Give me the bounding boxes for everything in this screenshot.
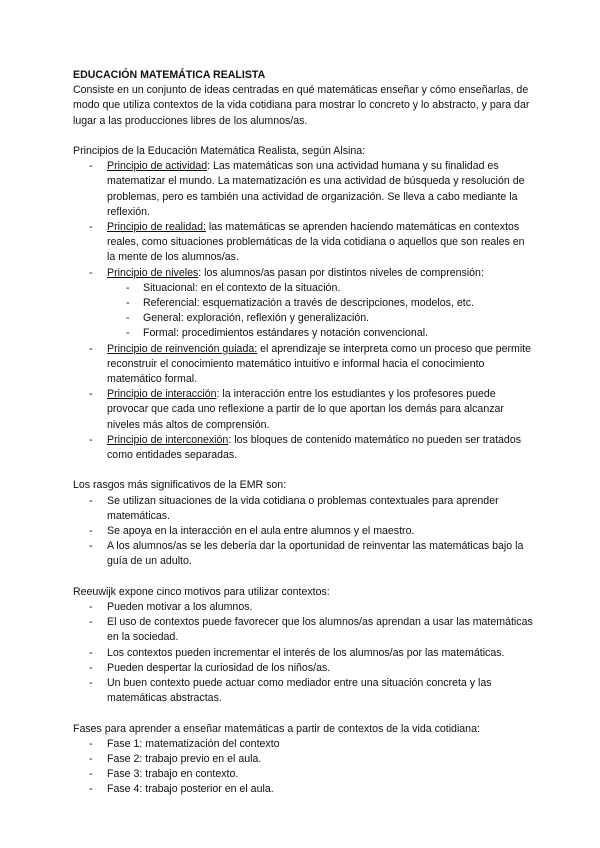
bullet-dash: -	[89, 540, 93, 553]
bullet-dash: -	[126, 312, 130, 325]
principle-name: Principio de realidad:	[107, 221, 206, 234]
principle-text: la interacción entre los estudiantes y los profesores puede provocar que cada uno reflexione a partir de lo que aportan los demás para alcanzar niveles más altos de comprensión.	[107, 388, 504, 431]
level-item	[107, 326, 533, 341]
principle-separator: :	[198, 266, 202, 279]
list-item	[73, 767, 533, 782]
phase-text: Fase 1: matematización del contexto	[107, 737, 280, 750]
list-item	[73, 646, 533, 661]
principle-name: Principio de interconexión	[107, 433, 229, 446]
traits-list	[73, 494, 533, 570]
phase-text: Fase 4: trabajo posterior en el aula.	[107, 783, 274, 796]
bullet-dash: -	[89, 221, 93, 234]
bullet-dash: -	[89, 160, 93, 173]
bullet-dash: -	[89, 753, 93, 766]
list-item	[73, 737, 533, 752]
list-item	[73, 524, 533, 539]
level-text: General: exploración, reflexión y generalización.	[143, 312, 370, 325]
bullet-dash: -	[89, 737, 93, 750]
bullet-dash: -	[89, 616, 93, 629]
list-item-principle-activity	[73, 159, 533, 220]
reason-text: Un buen contexto puede actuar como mediador entre una situación concreta y las matemáticas abstractas.	[107, 677, 492, 705]
principle-text: los alumnos/as pasan por distintos niveles de comprensión:	[201, 266, 484, 279]
list-item-principle-interconnection	[73, 433, 533, 463]
list-item	[73, 539, 533, 569]
bullet-dash: -	[89, 646, 93, 659]
principles-heading: Principios de la Educación Matemática Realista, según Alsina:	[73, 145, 366, 157]
principle-text: el aprendizaje se interpreta como un proceso que permite reconstruir el conocimiento matemático intuitivo e informal hacia el conocimiento matemático formal.	[107, 342, 532, 386]
principle-text: Las matemáticas son una actividad humana y su finalidad es matematizar el mundo. La matematización es una actividad de búsqueda y resolución de problemas, pero es también una actividad de organización. Se lleva a cabo mediante la reflexión.	[107, 160, 525, 218]
trait-text: Se utilizan situaciones de la vida cotidiana o problemas contextuales para aprender matemáticas.	[107, 494, 499, 522]
bullet-dash: -	[89, 525, 93, 538]
principle-separator: :	[207, 160, 211, 173]
reasons-heading: Reeuwijk expone cinco motivos para utilizar contextos:	[73, 585, 330, 598]
phase-text: Fase 3: trabajo en contexto.	[107, 768, 239, 781]
bullet-dash: -	[89, 768, 93, 781]
level-text: Referencial: esquematización a través de descripciones, modelos, etc.	[143, 297, 474, 310]
list-item	[73, 600, 533, 615]
phases-list	[73, 737, 533, 798]
phases-heading: Fases para aprender a enseñar matemáticas a partir de contextos de la vida cotidiana:	[73, 722, 480, 735]
principle-name: Principio de reinvención guiada:	[107, 342, 258, 355]
reason-text: Los contextos pueden incrementar el interés de los alumnos/as por las matemáticas.	[107, 646, 505, 659]
list-item	[73, 752, 533, 767]
bullet-dash: -	[89, 661, 93, 674]
document-title: EDUCACIÓN MATEMÁTICA REALISTA	[73, 69, 266, 81]
principle-name: Principio de niveles	[107, 266, 199, 279]
bullet-dash: -	[89, 388, 93, 401]
spacer	[73, 463, 533, 478]
bullet-dash: -	[89, 266, 93, 279]
level-item	[107, 296, 533, 311]
spacer	[73, 570, 533, 585]
list-item	[73, 676, 533, 706]
principle-separator: :	[228, 433, 232, 446]
list-item	[73, 661, 533, 676]
list-item-principle-reality	[73, 220, 533, 266]
list-item	[73, 782, 533, 797]
bullet-dash: -	[89, 677, 93, 690]
spacer	[73, 706, 533, 721]
principles-list	[73, 159, 533, 463]
bullet-dash: -	[89, 433, 93, 446]
reason-text: Pueden motivar a los alumnos.	[107, 601, 253, 614]
trait-text: A los alumnos/as se les debería dar la oportunidad de reinventar las matemáticas bajo la guía de un adulto.	[107, 540, 524, 568]
reason-text: El uso de contextos puede favorecer que los alumnos/as aprendan a usar las matemáticas en la sociedad.	[107, 616, 533, 644]
bullet-dash: -	[89, 494, 93, 507]
list-item-principle-levels	[73, 266, 533, 342]
intro-paragraph: Consiste en un conjunto de ideas centradas en qué matemáticas enseñar y cómo enseñarlas, de modo que utiliza contextos de la vida cotidiana para mostrar lo concreto y lo abstracto, y para dar lugar a las producciones libres de los alumnos/as.	[73, 84, 530, 127]
level-item	[107, 281, 533, 296]
level-text: Situacional: en el contexto de la situación.	[143, 281, 341, 294]
list-item-principle-reinvention	[73, 342, 533, 388]
level-item	[107, 311, 533, 326]
principle-text: las matemáticas se aprenden haciendo matemáticas en contextos reales, como situaciones problemáticas de la vida cotidiana o aquellos que son reales en la mente de los alumnos/as.	[107, 221, 525, 264]
list-item	[73, 494, 533, 524]
principle-name: Principio de actividad	[107, 160, 208, 173]
bullet-dash: -	[126, 297, 130, 310]
bullet-dash: -	[126, 327, 130, 340]
list-item-principle-interaction	[73, 387, 533, 433]
principle-separator: :	[216, 388, 220, 401]
bullet-dash: -	[89, 783, 93, 796]
document-page	[73, 68, 533, 798]
spacer	[73, 129, 533, 144]
bullet-dash: -	[126, 281, 130, 294]
trait-text: Se apoya en la interacción en el aula entre alumnos y el maestro.	[107, 525, 415, 538]
traits-heading: Los rasgos más significativos de la EMR son:	[73, 479, 287, 492]
reason-text: Pueden despertar la curiosidad de los niños/as.	[107, 661, 331, 674]
list-item	[73, 615, 533, 645]
principle-name: Principio de interacción	[107, 388, 217, 401]
level-text: Formal: procedimientos estándares y notación convencional.	[143, 327, 429, 340]
reasons-list	[73, 600, 533, 706]
bullet-dash: -	[89, 601, 93, 614]
levels-sublist	[107, 281, 533, 342]
bullet-dash: -	[89, 342, 93, 355]
principle-text: los bloques de contenido matemático no pueden ser tratados como entidades separadas.	[107, 433, 522, 462]
phase-text: Fase 2: trabajo previo en el aula.	[107, 753, 262, 766]
